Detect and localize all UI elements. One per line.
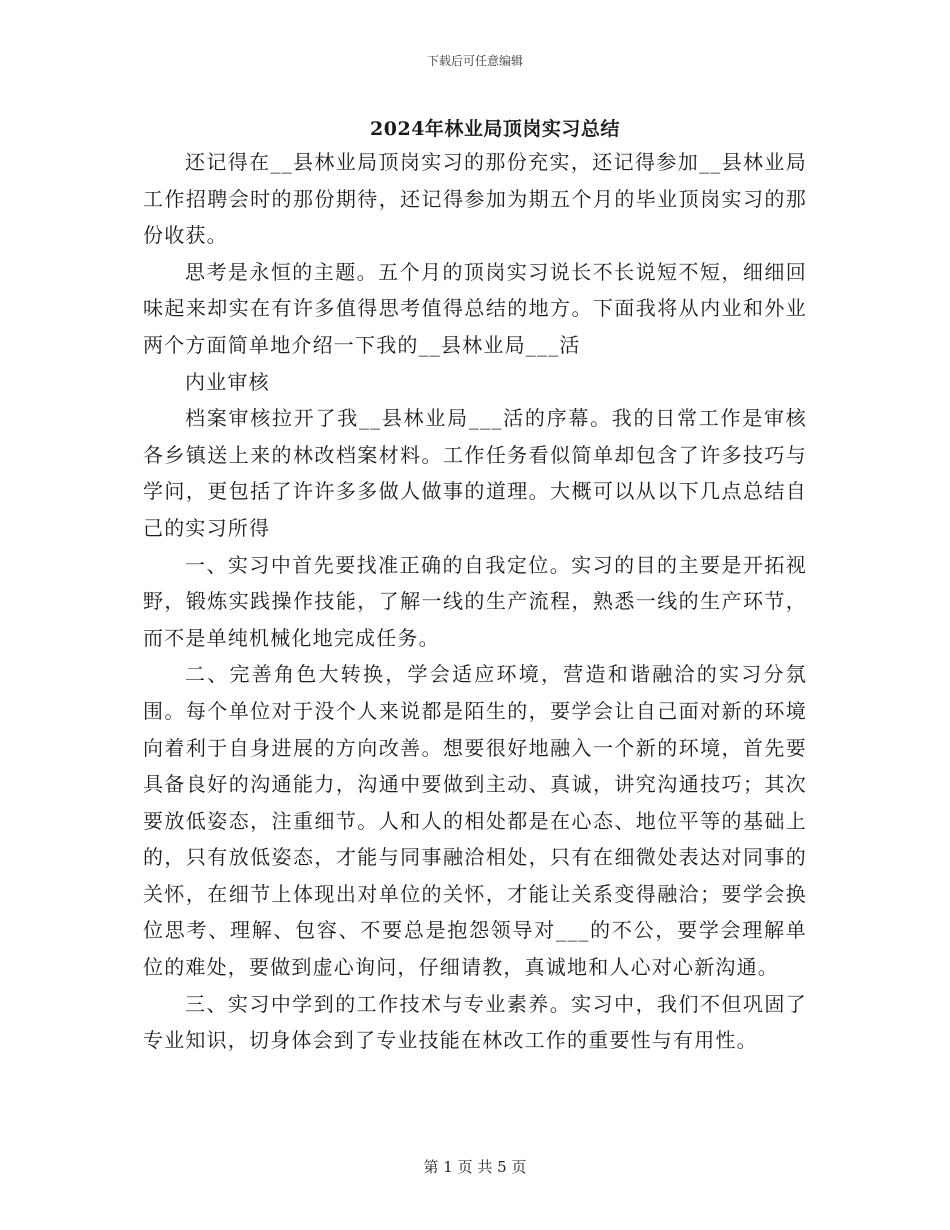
document-body (143, 144, 807, 1059)
paragraph-intro: 还记得在__县林业局顶岗实习的那份充实，还记得参加__县林业局工作招聘会时的那份期待，还记得参加为期五个月的毕业顶岗实习的那份收获。 (143, 150, 807, 248)
paragraph-point-three: 三、实习中学到的工作技术与专业素养。实习中，我们不但巩固了专业知识，切身体会到了专业技能在林改工作的重要性与有用性。 (143, 991, 807, 1053)
page-number: 第 1 页 共 5 页 (423, 1158, 527, 1176)
paragraph-thinking: 思考是永恒的主题。五个月的顶岗实习说长不长说短不短，细细回味起来却实在有许多值得思考值得总结的地方。下面我将从内业和外业两个方面简单地介绍一下我的__县林业局___活 (143, 259, 807, 357)
document-title: 2024年林业局顶岗实习总结 (370, 118, 620, 140)
paragraph-point-two: 二、完善角色大转换，学会适应环境，营造和谐融洽的实习分氛围。每个单位对于没个人来说都是陌生的，要学会让自己面对新的环境向着利于自身进展的方向改善。想要很好地融入一个新的环境，首先要具备良好的沟通能力，沟通中要做到主动、真诚，讲究沟通技巧；其次要放低姿态，注重细节。人和人的相处都是在心态、地位平等的基础上的，只有放低姿态，才能与同事融洽相处，只有在细微处表达对同事的关怀，在细节上体现出对单位的关怀，才能让关系变得融洽；要学会换位思考、理解、包容、不要总是抱怨领导对___的不公，要学会理解单位的难处，要做到虚心询问，仔细请教，真诚地和人心对心新沟通。 (143, 662, 807, 980)
paragraph-point-one: 一、实习中首先要找准正确的自我定位。实习的目的主要是开拓视野，锻炼实践操作技能，了解一线的生产流程，熟悉一线的生产环节，而不是单纯机械化地完成任务。 (143, 552, 807, 650)
section-heading-internal-review: 内业审核 (185, 369, 270, 394)
header-note: 下载后可任意编辑 (426, 54, 523, 68)
paragraph-archive-review: 档案审核拉开了我__县林业局___活的序幕。我的日常工作是审核各乡镇送上来的林改档案材料。工作任务看似简单却包含了许多技巧与学问，更包括了许许多多做人做事的道理。大概可以从以下几点总结自己的实习所得 (143, 406, 807, 540)
